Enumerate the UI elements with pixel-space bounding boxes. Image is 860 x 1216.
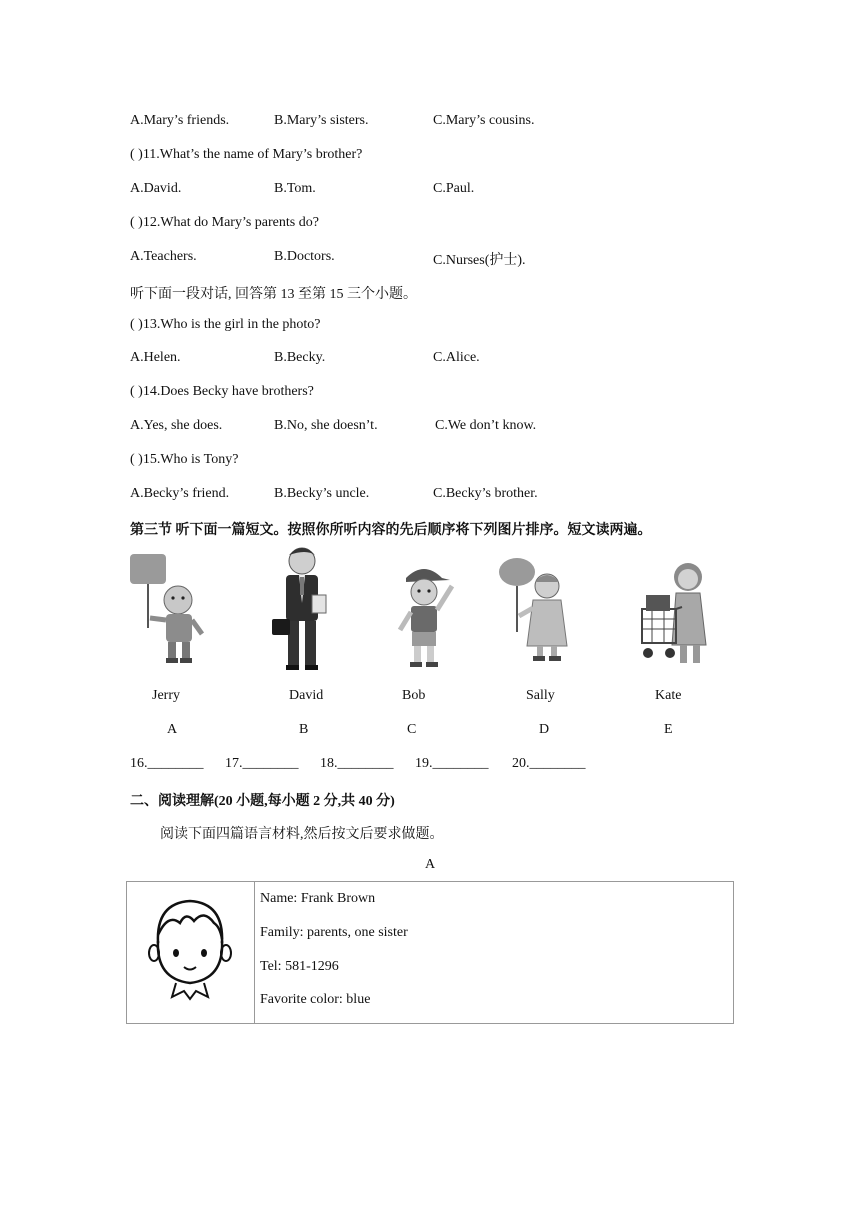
picture-name-jerry: Jerry xyxy=(152,688,180,703)
jerry-picture xyxy=(128,548,214,670)
q12-option-b: B.Doctors. xyxy=(274,249,335,264)
kate-picture xyxy=(638,557,710,671)
q13-option-b: B.Becky. xyxy=(274,350,326,365)
q15-stem: ( )15.Who is Tony? xyxy=(130,452,239,467)
q11-option-c: C.Paul. xyxy=(433,181,475,196)
section3-title: 第三节 听下面一篇短文。按照你所听内容的先后顺序将下列图片排序。短文读两遍。 xyxy=(130,523,652,538)
q13-option-a: A.Helen. xyxy=(130,350,181,365)
profile-tel: Tel: 581-1296 xyxy=(260,959,339,974)
q15-option-a: A.Becky’s friend. xyxy=(130,486,230,501)
david-picture xyxy=(266,543,338,673)
profile-favorite-color: Favorite color: blue xyxy=(260,992,371,1007)
q11-option-a: A.David. xyxy=(130,181,182,196)
profile-avatar-cell xyxy=(127,882,255,1024)
q13-stem: ( )13.Who is the girl in the photo? xyxy=(130,317,321,332)
q12-option-a: A.Teachers. xyxy=(130,249,197,264)
picture-letter-c: C xyxy=(407,722,417,737)
picture-name-bob: Bob xyxy=(402,688,426,703)
q14-stem: ( )14.Does Becky have brothers? xyxy=(130,384,314,399)
profile-name: Name: Frank Brown xyxy=(260,891,376,906)
q11-option-b: B.Tom. xyxy=(274,181,316,196)
answer-blank-20[interactable]: 20.________ xyxy=(512,756,586,771)
answer-blank-16[interactable]: 16.________ xyxy=(130,756,204,771)
picture-letter-d: D xyxy=(539,722,550,737)
picture-letter-e: E xyxy=(664,722,673,737)
picture-name-sally: Sally xyxy=(526,688,555,703)
passage-a-label: A xyxy=(425,857,436,872)
q14-option-c: C.We don’t know. xyxy=(435,418,537,433)
q10-option-b: B.Mary’s sisters. xyxy=(274,113,369,128)
picture-name-david: David xyxy=(289,688,324,703)
q14-option-a: A.Yes, she does. xyxy=(130,418,223,433)
part2-title: 二、阅读理解(20 小题,每小题 2 分,共 40 分) xyxy=(130,794,395,809)
q15-option-c: C.Becky’s brother. xyxy=(433,486,538,501)
answer-blank-18[interactable]: 18.________ xyxy=(320,756,394,771)
q13-option-c: C.Alice. xyxy=(433,350,480,365)
answer-blank-19[interactable]: 19.________ xyxy=(415,756,489,771)
part2-instruction: 阅读下面四篇语言材料,然后按文后要求做题。 xyxy=(160,827,444,842)
picture-letter-a: A xyxy=(167,722,178,737)
profile-card xyxy=(126,881,734,1024)
q10-option-a: A.Mary’s friends. xyxy=(130,113,230,128)
picture-name-kate: Kate xyxy=(655,688,682,703)
q15-option-b: B.Becky’s uncle. xyxy=(274,486,370,501)
q14-option-b: B.No, she doesn’t. xyxy=(274,418,378,433)
q10-option-c: C.Mary’s cousins. xyxy=(433,113,535,128)
boy-face-icon xyxy=(128,883,253,1017)
answer-blank-17[interactable]: 17.________ xyxy=(225,756,299,771)
sally-picture xyxy=(497,554,579,666)
q12-stem: ( )12.What do Mary’s parents do? xyxy=(130,215,319,230)
bob-picture xyxy=(394,560,460,672)
q12-option-c: C.Nurses(护士). xyxy=(433,253,526,268)
instruction-13-15: 听下面一段对话, 回答第 13 至第 15 三个小题。 xyxy=(130,287,417,302)
q11-stem: ( )11.What’s the name of Mary’s brother? xyxy=(130,147,363,162)
profile-family: Family: parents, one sister xyxy=(260,925,408,940)
picture-letter-b: B xyxy=(299,722,309,737)
